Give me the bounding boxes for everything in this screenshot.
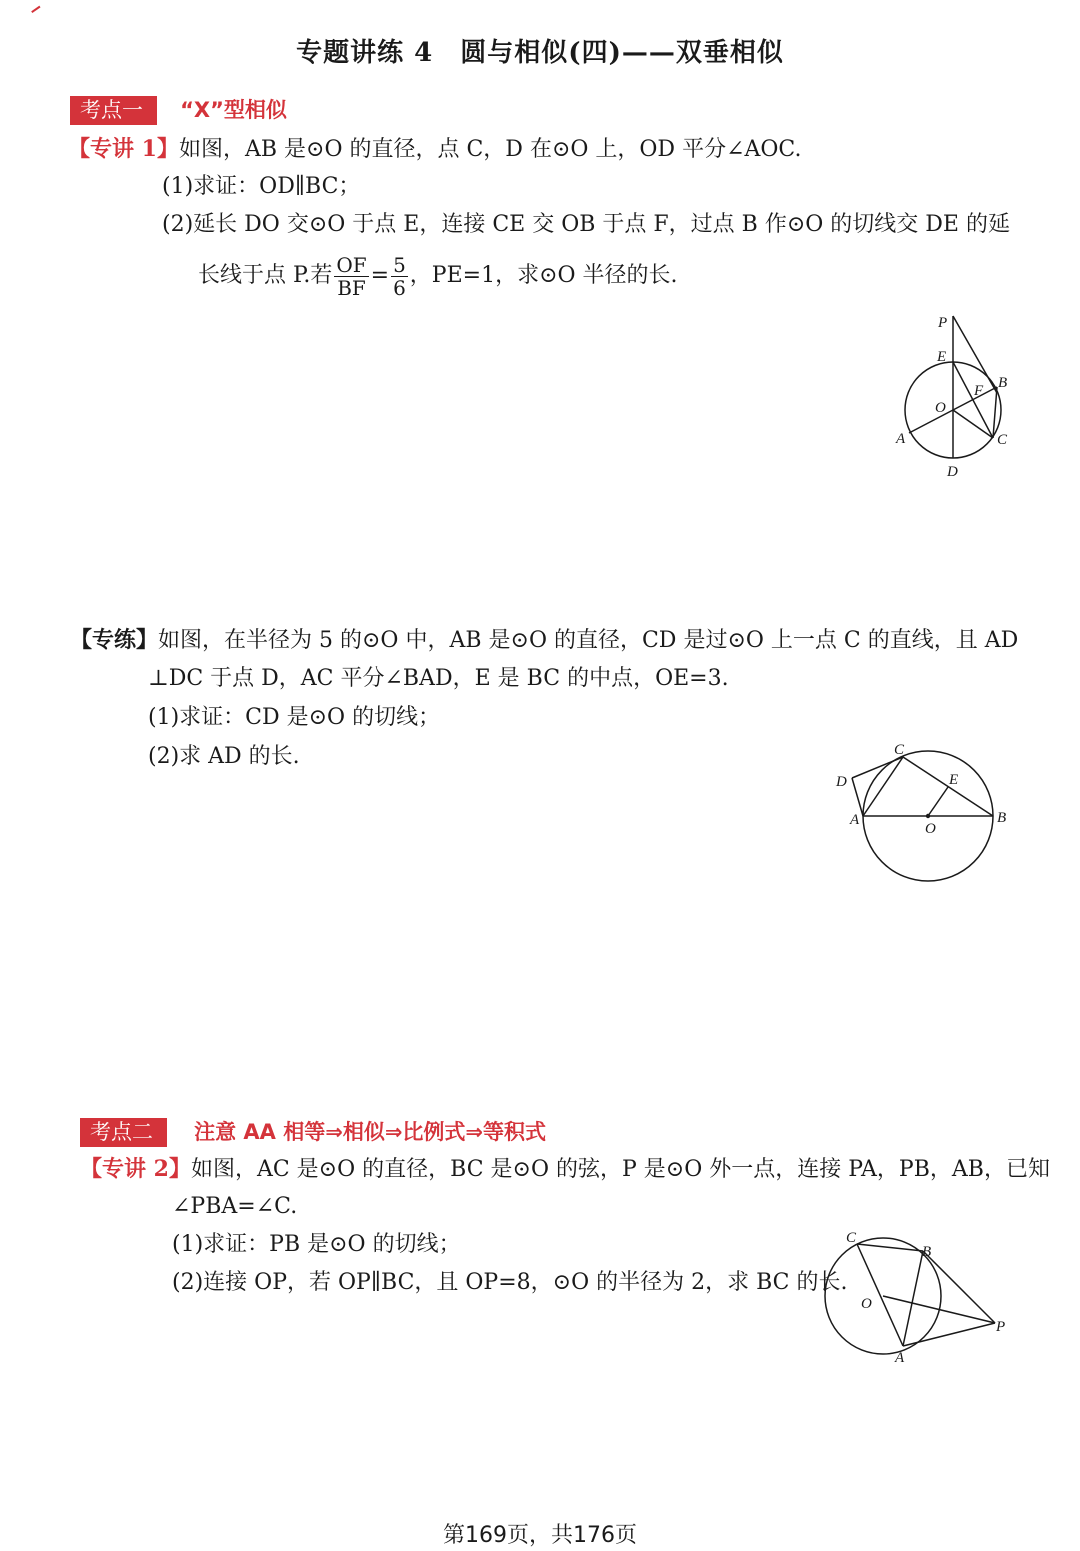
section2-tag: 考点二: [80, 1118, 167, 1147]
fig1-label-d: D: [947, 464, 958, 480]
problem2-line2: ∠PBA=∠C.: [172, 1194, 298, 1219]
problem1-stem-line: [68, 134, 801, 165]
problem1-q2-pre: 长线于点 P.若: [198, 263, 333, 288]
fig2-label-o: O: [925, 821, 936, 837]
figure-practice: [830, 740, 1020, 890]
corner-mark: [31, 6, 43, 17]
fig3-label-b: B: [922, 1244, 932, 1260]
fraction1-numerator: OF: [336, 252, 367, 277]
fig3-label-c: C: [846, 1230, 857, 1246]
page-title: 专题讲练 4 圆与相似(四)——双垂相似: [296, 38, 784, 68]
problem1-q1: (1)求证：OD∥BC；: [162, 174, 361, 199]
fig2-center-dot: [926, 814, 930, 818]
fraction1-denominator: BF: [337, 275, 366, 300]
fig1-label-b: B: [998, 375, 1008, 391]
problem1-q2-line1: (2)延长 DO 交⊙O 于点 E，连接 CE 交 OB 于点 F，过点 B 作⊙O 的切线交 DE 的延: [162, 212, 1010, 237]
fig2-label-e: E: [949, 772, 959, 788]
equals-sign: =: [370, 263, 390, 288]
section2-heading: 注意 AA 相等⇒相似⇒比例式⇒等积式: [194, 1120, 547, 1144]
problem2-text1: 如图，AC 是⊙O 的直径，BC 是⊙O 的弦，P 是⊙O 外一点，连接 PA，PB，AB，已知: [190, 1157, 1050, 1182]
problem1-label: 【专讲 1】: [68, 136, 179, 162]
practice-line2: ⊥DC 于点 D，AC 平分∠BAD，E 是 BC 的中点，OE=3.: [148, 666, 729, 691]
fig2-line-oe: [928, 787, 948, 816]
fig3-chord-bc: [857, 1244, 923, 1251]
fig3-label-a: A: [895, 1350, 905, 1366]
fig1-label-o: O: [935, 400, 946, 416]
fig1-line-oc: [953, 410, 993, 438]
fig1-label-a: A: [896, 431, 906, 447]
fraction-5-6: [391, 254, 408, 299]
fig1-label-f: F: [974, 383, 984, 399]
fig1-label-p: P: [938, 315, 948, 331]
problem1-q2-line2: [198, 252, 678, 300]
practice-q2: (2)求 AD 的长.: [148, 744, 300, 769]
fraction2-numerator: 5: [393, 252, 406, 277]
problem2-q1: (1)求证：PB 是⊙O 的切线；: [172, 1232, 461, 1257]
section2-header: [80, 1116, 546, 1147]
problem2-line1: [80, 1154, 1050, 1185]
fig3-label-p: P: [996, 1319, 1006, 1335]
fig3-diameter-ac: [857, 1244, 903, 1346]
section1-header: [70, 94, 287, 125]
problem2-label: 【专讲 2】: [80, 1156, 191, 1182]
fig2-label-d: D: [836, 774, 847, 790]
fig2-line-da: [852, 778, 863, 816]
fig1-label-e: E: [937, 349, 947, 365]
practice-text1: 如图，在半径为 5 的⊙O 中，AB 是⊙O 的直径，CD 是过⊙O 上一点 C 的直线，且 AD: [158, 628, 1019, 653]
practice-line1: [70, 625, 1018, 656]
page-footer: 第169页，共176页: [443, 1523, 637, 1548]
fraction-of-bf: [334, 254, 368, 299]
problem1-q2-post: ，PE=1，求⊙O 半径的长.: [409, 263, 678, 288]
fig3-label-o: O: [861, 1296, 872, 1312]
fig1-line-ec: [953, 362, 993, 438]
fig3-line-op: [883, 1296, 995, 1323]
fig2-label-b: B: [997, 810, 1007, 826]
practice-label: 【专练】: [70, 627, 159, 653]
practice-q1: (1)求证：CD 是⊙O 的切线；: [148, 705, 441, 730]
figure-problem1: [890, 310, 1030, 485]
fig2-label-a: A: [850, 812, 860, 828]
problem1-stem: 如图，AB 是⊙O 的直径，点 C，D 在⊙O 上，OD 平分∠AOC.: [178, 137, 802, 162]
fig1-label-c: C: [997, 432, 1008, 448]
fig3-line-pa: [903, 1323, 995, 1346]
figure-problem2: [810, 1226, 1020, 1371]
fig1-tangent-pb: [953, 316, 997, 393]
section1-heading: “X”型相似: [180, 98, 287, 122]
fig2-line-cb: [903, 757, 993, 816]
fig3-line-ab: [903, 1251, 923, 1346]
fig3-line-pb: [923, 1251, 995, 1323]
fig2-label-c: C: [894, 742, 905, 758]
section1-tag: 考点一: [70, 96, 157, 125]
problem2-q2: (2)连接 OP，若 OP∥BC，且 OP=8，⊙O 的半径为 2，求 BC 的长.: [172, 1270, 848, 1295]
fraction2-denominator: 6: [393, 275, 406, 300]
